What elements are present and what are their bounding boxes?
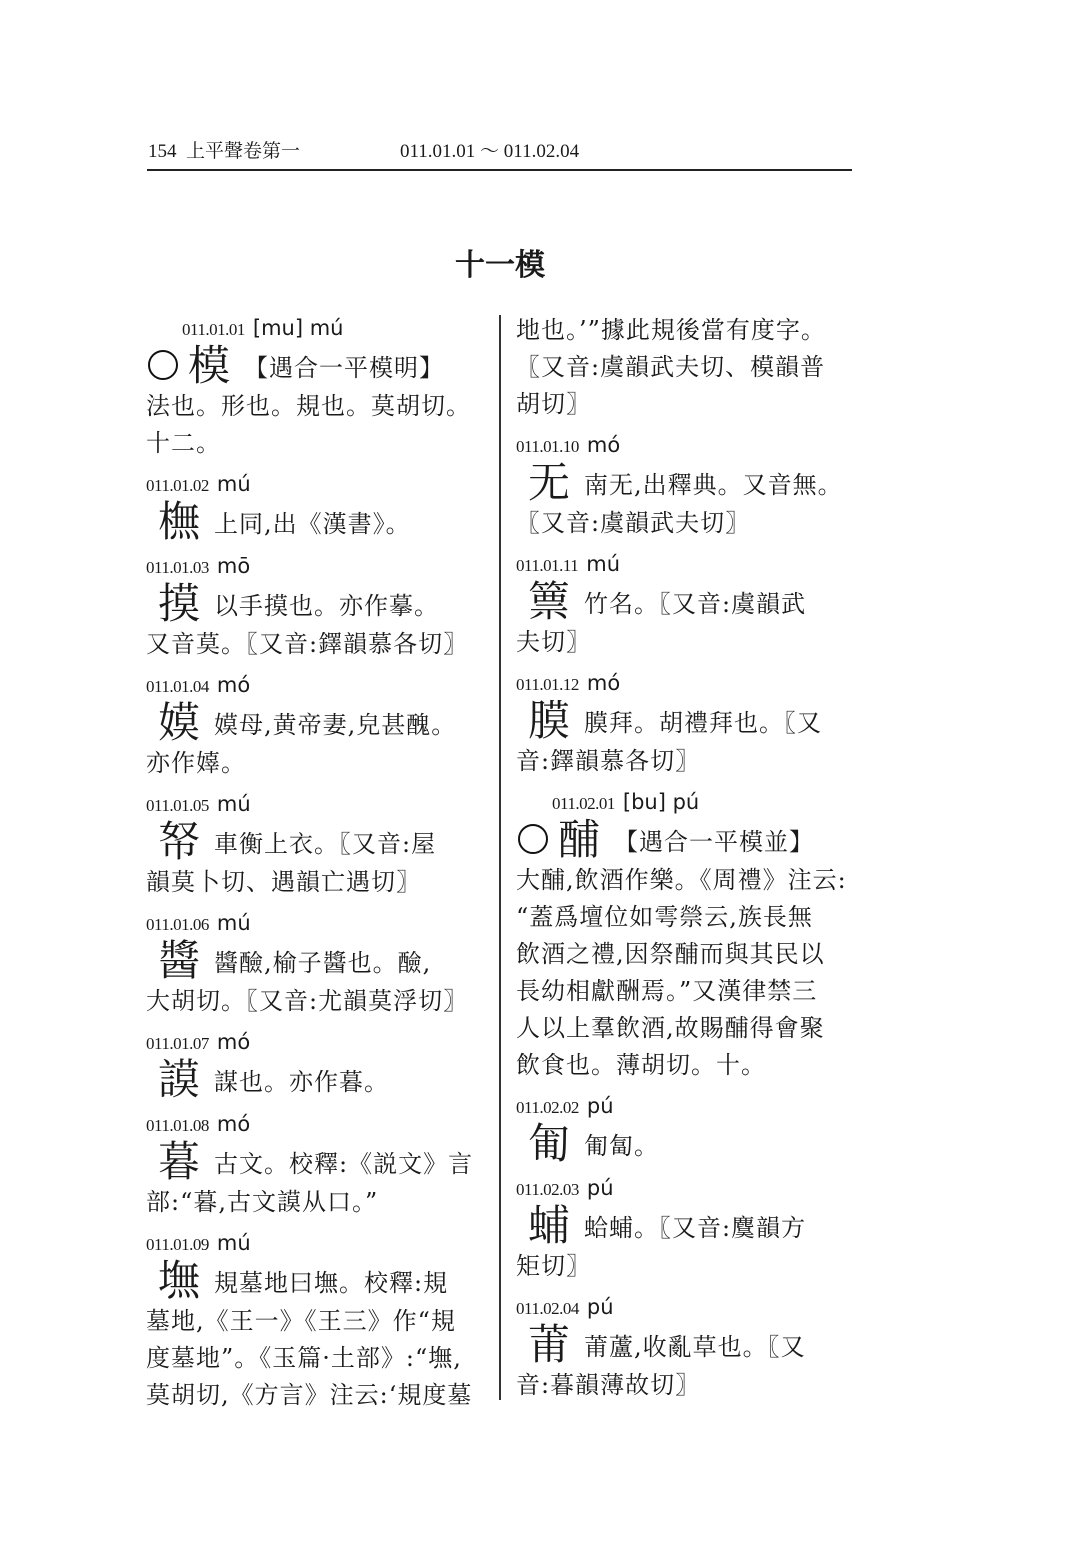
dictionary-entry bbox=[516, 667, 852, 780]
pinyin: mú bbox=[216, 911, 251, 935]
definition-text: 竹名。〖又音:虞韻武 bbox=[584, 590, 807, 618]
headword: 嫫 bbox=[158, 698, 201, 747]
definition-line: 韻莫卜切、遇韻亡遇切〗 bbox=[146, 868, 421, 896]
entry-id: 011.01.02 bbox=[146, 476, 209, 495]
entry-id: 011.02.03 bbox=[516, 1180, 579, 1199]
headword: 帑 bbox=[158, 817, 201, 866]
headword: 匍 bbox=[528, 1119, 571, 1168]
pinyin: mó bbox=[586, 433, 621, 457]
entry-id: 011.01.11 bbox=[516, 556, 579, 575]
right-column bbox=[516, 312, 852, 1410]
pinyin: [bu] pú bbox=[622, 790, 700, 814]
definition-line: 飲酒之禮,因祭酺而與其民以 bbox=[516, 940, 825, 968]
definition-text: 【遇合一平模並】 bbox=[614, 828, 815, 856]
definition-line: 十二。 bbox=[146, 429, 221, 457]
pinyin: mú bbox=[586, 552, 621, 576]
dictionary-entry bbox=[146, 550, 482, 663]
entry-id: 011.01.10 bbox=[516, 437, 579, 456]
headword-line bbox=[516, 1201, 852, 1250]
definition-text: 【遇合一平模明】 bbox=[244, 354, 445, 382]
headword: 无 bbox=[528, 458, 571, 507]
continued-text bbox=[516, 312, 852, 423]
pinyin: mó bbox=[216, 673, 251, 697]
definition-line: 墓地,《王一》《王三》作“規 bbox=[146, 1307, 456, 1335]
header-rule bbox=[147, 169, 852, 171]
entry-id: 011.02.04 bbox=[516, 1299, 579, 1318]
dictionary-entry bbox=[516, 786, 852, 1084]
entry-id: 011.01.01 bbox=[182, 320, 245, 339]
headword-line bbox=[146, 698, 482, 747]
entry-id-line bbox=[146, 550, 482, 582]
dictionary-entry bbox=[146, 1026, 482, 1102]
entry-id: 011.01.08 bbox=[146, 1116, 209, 1135]
entry-id-line bbox=[146, 788, 482, 820]
definition-text: 謀也。亦作暮。 bbox=[214, 1068, 390, 1096]
entry-id-line bbox=[516, 786, 852, 818]
entry-id-line bbox=[516, 1291, 852, 1323]
headword-line bbox=[146, 497, 482, 546]
definition-text: 匍匐。 bbox=[584, 1132, 660, 1160]
definition-line: 音:暮韻薄故切〗 bbox=[516, 1371, 701, 1399]
column-divider bbox=[499, 315, 501, 1400]
pinyin: [mu] mú bbox=[252, 316, 344, 340]
pinyin: mó bbox=[216, 1030, 251, 1054]
pinyin: pú bbox=[586, 1295, 614, 1319]
definition-text: 以手摸也。亦作摹。 bbox=[214, 592, 440, 620]
headword: 莆 bbox=[528, 1320, 571, 1369]
entry-id-line bbox=[146, 312, 482, 344]
headword: 墲 bbox=[158, 1256, 201, 1305]
definition-line: 大胡切。〖又音:尤韻莫浮切〗 bbox=[146, 987, 469, 1015]
headword-line bbox=[146, 1137, 482, 1186]
headword-line bbox=[146, 341, 482, 390]
headword: 醬 bbox=[158, 936, 201, 985]
entry-id: 011.01.05 bbox=[146, 796, 209, 815]
headword-line bbox=[516, 1320, 852, 1369]
headword-line bbox=[146, 1256, 482, 1305]
definition-line: 夫切〗 bbox=[516, 628, 591, 656]
rhyme-head-circle-icon bbox=[518, 824, 548, 854]
headword-line bbox=[516, 696, 852, 745]
definition-line: 部:“暮,古文謨从口。” bbox=[146, 1188, 379, 1216]
headword: 謨 bbox=[158, 1055, 201, 1104]
dictionary-entry bbox=[516, 1172, 852, 1285]
definition-line: “蓋爲壇位如雩禜云,族長無 bbox=[516, 903, 813, 931]
entry-id: 011.01.04 bbox=[146, 677, 209, 696]
entry-id: 011.01.06 bbox=[146, 915, 209, 934]
entry-id: 011.02.01 bbox=[552, 794, 615, 813]
entry-id: 011.01.09 bbox=[146, 1235, 209, 1254]
headword: 蜅 bbox=[528, 1201, 571, 1250]
entry-id-line bbox=[516, 1090, 852, 1122]
entry-id-line bbox=[146, 669, 482, 701]
definition-line: 法也。形也。規也。莫胡切。 bbox=[146, 392, 471, 420]
pinyin: mú bbox=[216, 792, 251, 816]
headword-line bbox=[516, 458, 852, 507]
dictionary-entry bbox=[146, 1108, 482, 1221]
entry-id-line bbox=[516, 548, 852, 580]
headword: 篻 bbox=[528, 577, 571, 626]
entry-range: 011.01.01 ～ 011.02.04 bbox=[400, 141, 580, 162]
dictionary-entry bbox=[516, 429, 852, 542]
text-line: 〖又音:虞韻武夫切、模韻普 bbox=[516, 353, 826, 381]
page-number-section: 154 上平聲卷第一 bbox=[148, 141, 301, 162]
definition-line: 飲食也。薄胡切。十。 bbox=[516, 1051, 766, 1079]
dictionary-entry bbox=[146, 907, 482, 1020]
dictionary-entry bbox=[146, 468, 482, 544]
definition-line: 亦作嫴。 bbox=[146, 749, 246, 777]
headword-line bbox=[516, 577, 852, 626]
pinyin: mú bbox=[216, 1231, 251, 1255]
entry-id: 011.02.02 bbox=[516, 1098, 579, 1117]
definition-line: 長幼相獻酬焉。”又漢律禁三 bbox=[516, 977, 818, 1005]
definition-line: 矩切〗 bbox=[516, 1252, 591, 1280]
headword: 酺 bbox=[558, 815, 601, 864]
entry-id-line bbox=[516, 429, 852, 461]
text-line: 地也。’”據此規後當有度字。 bbox=[516, 316, 826, 344]
pinyin: pú bbox=[586, 1176, 614, 1200]
headword-line bbox=[146, 579, 482, 628]
headword-line bbox=[516, 1119, 852, 1168]
left-column bbox=[146, 312, 482, 1420]
headword-line bbox=[146, 817, 482, 866]
dictionary-entry bbox=[516, 1090, 852, 1166]
dictionary-entry bbox=[516, 1291, 852, 1404]
definition-text: 南无,出釋典。又音無。 bbox=[584, 471, 843, 499]
definition-text: 嫫母,黄帝妻,皃甚醜。 bbox=[214, 711, 457, 739]
headword: 橅 bbox=[158, 497, 201, 546]
definition-text: 古文。校釋:《説文》言 bbox=[214, 1150, 474, 1178]
entry-id: 011.01.07 bbox=[146, 1034, 209, 1053]
definition-text: 車衡上衣。〖又音:屋 bbox=[214, 830, 437, 858]
text-line: 胡切〗 bbox=[516, 390, 591, 418]
definition-text: 蛤蜅。〖又音:麌韻方 bbox=[584, 1214, 807, 1242]
dictionary-entry bbox=[146, 1227, 482, 1414]
pinyin: mó bbox=[216, 1112, 251, 1136]
entry-id-line bbox=[146, 1227, 482, 1259]
entry-id-line bbox=[146, 1108, 482, 1140]
pinyin: mó bbox=[586, 671, 621, 695]
dictionary-entry bbox=[516, 548, 852, 661]
definition-line: 度墓地”。《玉篇·土部》:“墲, bbox=[146, 1344, 462, 1372]
headword-line bbox=[516, 815, 852, 864]
entry-id-line bbox=[146, 1026, 482, 1058]
definition-text: 醬醶,榆子醬也。醶, bbox=[214, 949, 432, 977]
entry-id-line bbox=[516, 667, 852, 699]
headword-line bbox=[146, 936, 482, 985]
entry-id-line bbox=[146, 468, 482, 500]
definition-text: 莆蘆,收亂草也。〖又 bbox=[584, 1333, 806, 1361]
definition-text: 規墓地曰墲。校釋:規 bbox=[214, 1269, 449, 1297]
definition-line: 〖又音:虞韻武夫切〗 bbox=[516, 509, 751, 537]
headword: 暮 bbox=[158, 1137, 201, 1186]
definition-text: 膜拜。胡禮拜也。〖又 bbox=[584, 709, 823, 737]
dictionary-entry bbox=[146, 788, 482, 901]
dictionary-entry bbox=[146, 312, 482, 462]
rhyme-title: 十一模 bbox=[455, 248, 545, 283]
headword: 摸 bbox=[158, 579, 201, 628]
definition-line: 大酺,飲酒作樂。《周禮》注云: bbox=[516, 866, 847, 894]
entry-id: 011.01.03 bbox=[146, 558, 209, 577]
headword: 膜 bbox=[528, 696, 571, 745]
pinyin: mú bbox=[216, 472, 251, 496]
pinyin: pú bbox=[586, 1094, 614, 1118]
entry-id: 011.01.12 bbox=[516, 675, 579, 694]
headword: 模 bbox=[188, 341, 231, 390]
rhyme-head-circle-icon bbox=[148, 350, 178, 380]
definition-line: 莫胡切,《方言》注云:‘規度墓 bbox=[146, 1381, 473, 1409]
pinyin: mō bbox=[216, 554, 251, 578]
dictionary-entry bbox=[146, 669, 482, 782]
entry-id-line bbox=[516, 1172, 852, 1204]
entry-id-line bbox=[146, 907, 482, 939]
definition-line: 音:鐸韻慕各切〗 bbox=[516, 747, 701, 775]
definition-line: 又音莫。〖又音:鐸韻慕各切〗 bbox=[146, 630, 469, 658]
definition-line: 人以上羣飲酒,故賜酺得會聚 bbox=[516, 1014, 825, 1042]
definition-text: 上同,出《漢書》。 bbox=[214, 510, 411, 538]
headword-line bbox=[146, 1055, 482, 1104]
